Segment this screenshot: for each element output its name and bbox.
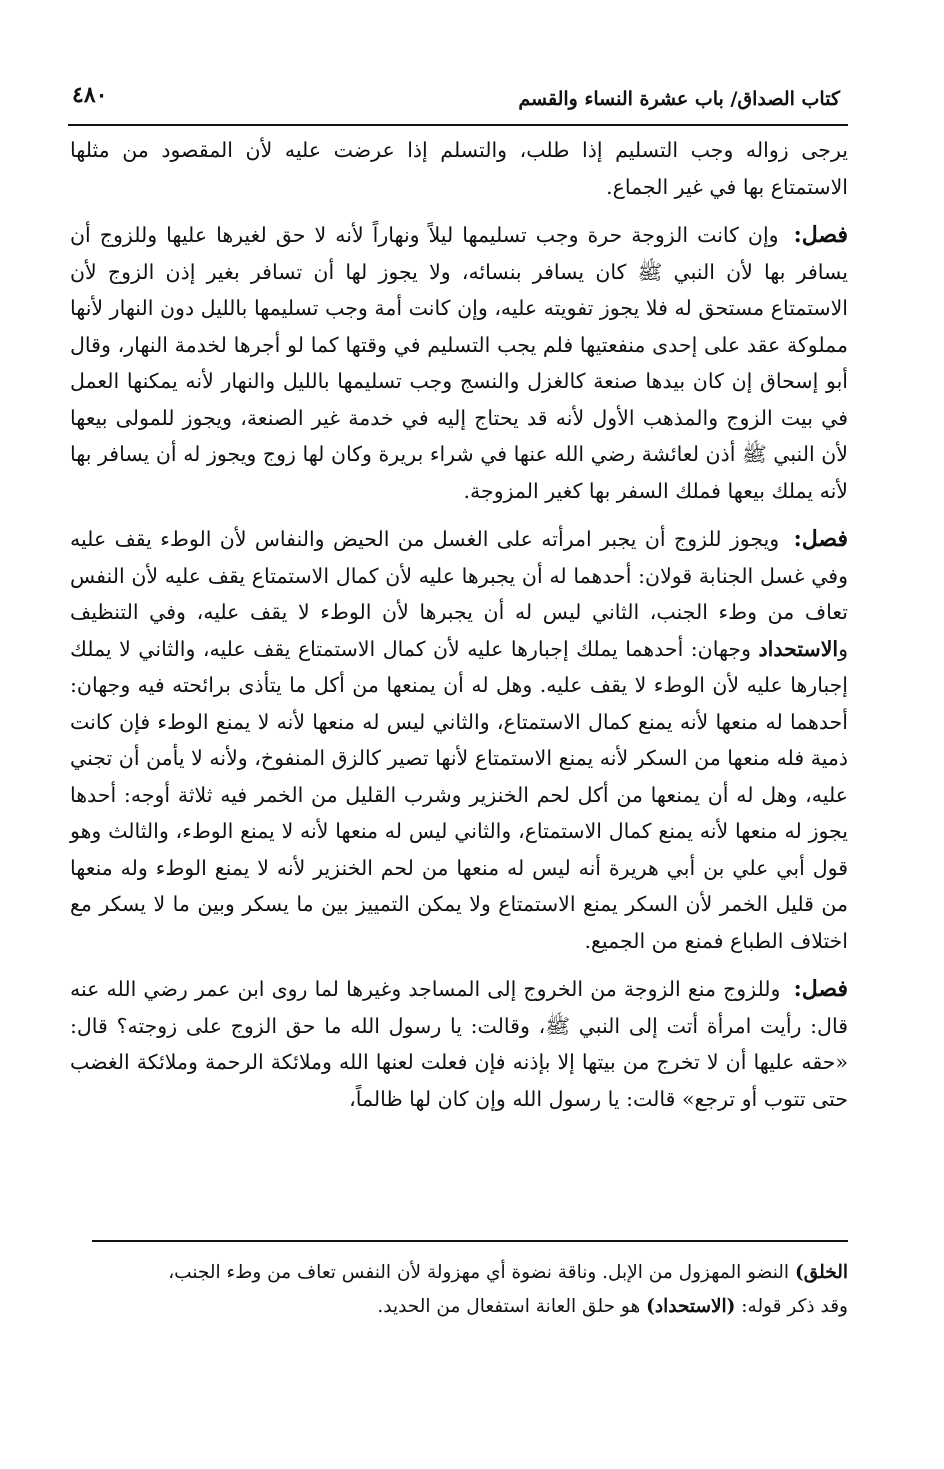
footnote-rule <box>92 1240 848 1242</box>
intro-paragraph <box>70 132 848 205</box>
section-text-continued: وجهان: أحدهما يملك إجبارها عليه لأن كمال الاستمتاع يقف عليه، والثاني لا يملك إجبارها عليه لأن الوطء لا يقف عليه. وهل له أن يمنعها من أكل ما يتأذى برائحته فيه وجهان: أحدهما له منعها لأنه يمنع كمال الاستمتاع، والثاني ليس له منعها لأنه لا يمنع الوطء فإن كانت ذمية فله منعها من السكر لأنه يمنع الاستمتاع لأنها تصير كالزق المنفوخ، ولأنه لا يأمن أن تجني عليه، وهل له أن يمنعها من أكل لحم الخنزير وشرب القليل من الخمر فيه ثلاثة أوجه: أحدها يجوز له منعها لأنه يمنع كمال الاستمتاع، والثاني ليس له منعها لأنه لا يمنع الوطء، والثالث وهو قول أبي علي بن أبي هريرة أنه ليس له منعها من لحم الخنزير لأنه لا يمنع الوطء وله منعها من قليل الخمر لأن السكر يمنع الاستمتاع ولا يمكن التمييز بين ما يسكر وبين ما لا يسكر مع اختلاف الطباع فمنع من الجميع. <box>70 636 848 953</box>
section-label: فصل: <box>793 526 848 552</box>
footnotes <box>92 1256 848 1324</box>
footnote-text: النضو المهزول من الإبل. وناقة نضوة أي مهزولة لأن النفس تعاف من وطء الجنب، <box>168 1262 795 1283</box>
section-paragraph <box>70 217 848 509</box>
section-paragraph <box>70 521 848 959</box>
section-paragraph <box>70 971 848 1117</box>
section-text: ويجوز للزوج أن يجبر امرأته على الغسل من الحيض والنفاس لأن الوطء يقف عليه وفي غسل الجنابة قولان: أحدهما له أن يجبرها عليه لأن كمال الاستمتاع يقف عليه لأن النفس تعاف من وطء الجنب، الثاني ليس له أن يجبرها لأن الوطء لا يقف عليه، وفي التنظيف و <box>70 527 848 661</box>
header-rule <box>68 124 848 126</box>
section-text: وإن كانت الزوجة حرة وجب تسليمها ليلاً ونهاراً لأنه لا حق لغيرها عليها وللزوج أن يسافر بها لأن النبي ﷺ كان يسافر بنسائه، ولا يجوز لها أن تسافر بغير إذن الزوج لأن الاستمتاع مستحق له فلا يجوز تفويته عليه، وإن كانت أمة وجب تسليمها بالليل دون النهار لأنها مملوكة عقد على إحدى منفعتيها فلم يجب التسليم في وقتها كما لو أجرها لخدمة النهار، وقال أبو إسحاق إن كان بيدها صنعة كالغزل والنسج وجب تسليمها بالليل والنهار لأنه يمكنها العمل في بيت الزوج والمذهب الأول لأنه قد يحتاج إليه في خدمة غير الصنعة، ويجوز للمولى بيعها لأن النبي ﷺ أذن لعائشة رضي الله عنها في شراء بريرة وكان لها زوج ويجوز له أن يسافر بها لأنه يملك بيعها فملك السفر بها كغير المزوجة. <box>70 223 848 503</box>
footnote-term: الخلق) <box>794 1262 848 1283</box>
section-text: وللزوج منع الزوجة من الخروج إلى المساجد وغيرها لما روى ابن عمر رضي الله عنه قال: رأيت امرأة أتت إلى النبي ﷺ، وقالت: يا رسول الله ما حق الزوج على زوجته؟ قال: «حقه عليها أن لا تخرج من بيتها إلا بإذنه فإن فعلت لعنها الله وملائكة الرحمة وملائكة الغضب حتى تتوب أو ترجع» قالت: يا رسول الله وإن كان لها ظالماً، <box>70 977 848 1111</box>
chapter-title: كتاب الصداق/ باب عشرة النساء والقسم <box>518 88 840 110</box>
section-label: فصل: <box>793 222 848 248</box>
footnote-prefix: وقد ذكر قوله: <box>735 1296 848 1317</box>
main-text <box>70 132 848 1129</box>
page-number: ٤٨٠ <box>72 82 108 108</box>
footnote-term: (الاستحداد) <box>646 1296 736 1317</box>
running-header <box>72 82 840 124</box>
section-label: فصل: <box>793 976 848 1002</box>
bold-term: الاستحداد <box>758 636 839 661</box>
footnote <box>92 1290 848 1324</box>
footnote-text: هو حلق العانة استفعال من الحديد. <box>377 1296 647 1317</box>
footnote <box>92 1256 848 1290</box>
intro-text: يرجى زواله وجب التسليم إذا طلب، والتسلم إذا عرضت عليه لأن المقصود من مثلها الاستمتاع بها في غير الجماع. <box>70 138 848 199</box>
